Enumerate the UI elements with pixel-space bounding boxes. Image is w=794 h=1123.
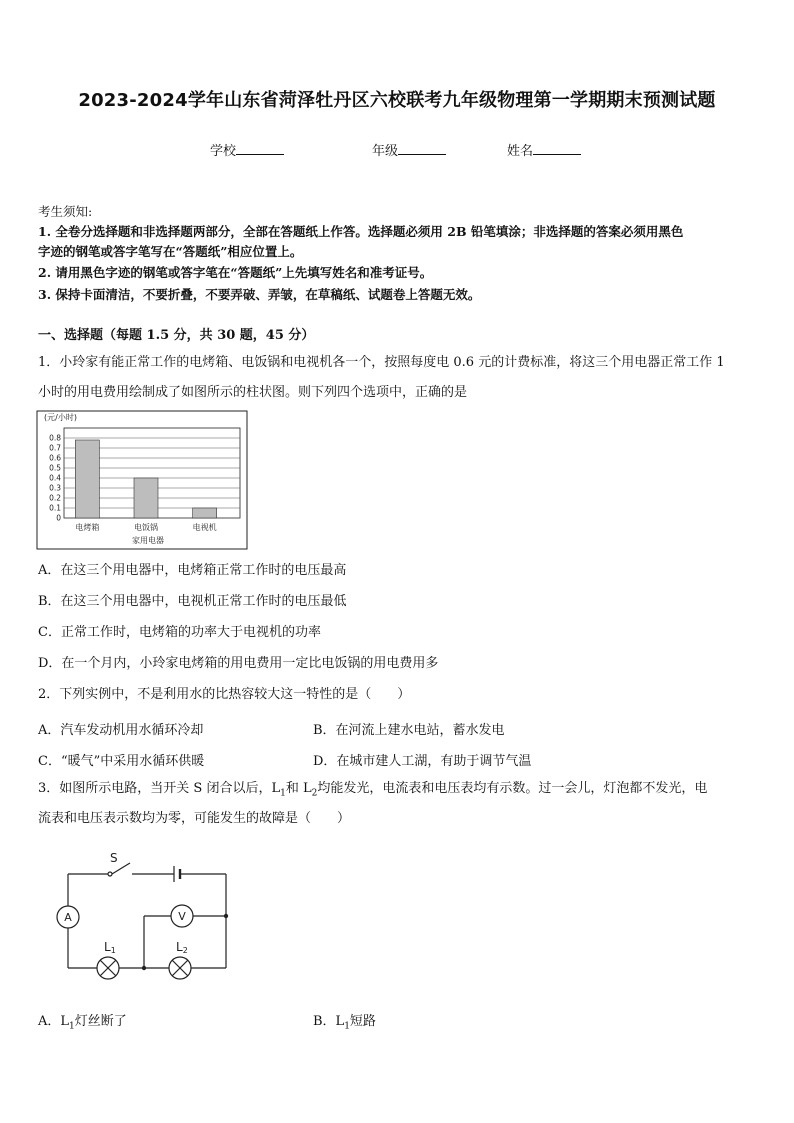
notice-item: 3. 保持卡面清洁，不要折叠，不要弄破、弄皱，在草稿纸、试题卷上答题无效。 bbox=[38, 287, 481, 302]
bar-1 bbox=[134, 478, 158, 518]
switch-label: S bbox=[110, 851, 118, 865]
category-label: 电视机 bbox=[192, 523, 217, 532]
notice-item: 2. 请用黑色字迹的钢笔或答字笔在“答题纸”上先填写姓名和准考证号。 bbox=[38, 265, 433, 280]
y-tick-label: 0 bbox=[56, 513, 61, 523]
name-field bbox=[507, 140, 581, 159]
q2-option-a[interactable]: A．汽车发动机用水循环冷却 bbox=[38, 723, 204, 738]
bar-0 bbox=[75, 440, 99, 518]
school-blank[interactable] bbox=[236, 143, 284, 155]
notice-item: 字迹的钢笔或答字笔写在“答题纸”相应位置上。 bbox=[38, 244, 303, 259]
y-tick-label: 0.7 bbox=[49, 443, 61, 453]
y-tick-label: 0.3 bbox=[49, 483, 61, 493]
y-tick-label: 0.4 bbox=[49, 473, 61, 483]
y-axis-label: (元/小时) bbox=[44, 413, 77, 422]
y-tick-label: 0.5 bbox=[49, 463, 61, 473]
y-tick-label: 0.6 bbox=[49, 453, 61, 463]
q2-option-b[interactable]: B．在河流上建水电站，蓄水发电 bbox=[313, 723, 505, 738]
grade-blank[interactable] bbox=[398, 143, 446, 155]
q1-option-a[interactable]: A．在这三个用电器中，电烤箱正常工作时的电压最高 bbox=[38, 563, 347, 578]
q3-option-b[interactable]: B．$L_1$短路 bbox=[313, 1014, 376, 1032]
name-blank[interactable] bbox=[533, 143, 581, 155]
y-tick-label: 0.1 bbox=[49, 503, 61, 513]
junction-dot bbox=[224, 914, 228, 918]
q3-stem-line1: 3．如图所示电路，当开关 S 闭合以后，$L_1$和 $L_2$均能发光，电流表和电压表均有示数。过一会儿，灯泡都不发光，电 bbox=[38, 781, 708, 799]
page-title: 2023-2024学年山东省菏泽牡丹区六校联考九年级物理第一学期期末预测试题 bbox=[78, 90, 716, 111]
junction-dot bbox=[142, 966, 146, 970]
grade-field bbox=[372, 140, 446, 159]
notice-item: 1. 全卷分选择题和非选择题两部分，全部在答题纸上作答。选择题必须用 2B 铅笔填涂；非选择题的答案必须用黑色 bbox=[38, 224, 684, 239]
bar-2 bbox=[193, 508, 217, 518]
lamp1-label: L1 bbox=[104, 940, 116, 955]
y-tick-label: 0.2 bbox=[49, 493, 61, 503]
q2-stem: 2．下列实例中，不是利用水的比热容较大这一特性的是（ ） bbox=[38, 687, 411, 702]
school-label: 学校 bbox=[210, 144, 237, 159]
q1-option-c[interactable]: C．正常工作时，电烤箱的功率大于电视机的功率 bbox=[38, 625, 321, 640]
circuit-diagram bbox=[50, 848, 240, 988]
category-label: 电烤箱 bbox=[75, 523, 100, 532]
category-label: 电饭锅 bbox=[134, 523, 158, 532]
q3-stem-line2: 流表和电压表示数均为零，可能发生的故障是（ ） bbox=[38, 811, 351, 826]
q1-option-b[interactable]: B．在这三个用电器中，电视机正常工作时的电压最低 bbox=[38, 594, 347, 609]
q2-option-c[interactable]: C．“暖气”中采用水循环供暖 bbox=[38, 754, 205, 769]
notice-heading: 考生须知: bbox=[38, 204, 93, 219]
section-heading: 一、选择题（每题 1.5 分，共 30 题，45 分） bbox=[38, 328, 315, 343]
q3-option-a[interactable]: A．$L_1$灯丝断了 bbox=[38, 1014, 127, 1032]
x-axis-label: 家用电器 bbox=[132, 536, 164, 545]
name-label: 姓名 bbox=[507, 144, 534, 159]
q1-stem-line2: 小时的用电费用绘制成了如图所示的柱状图。则下列四个选项中，正确的是 bbox=[38, 385, 468, 400]
q1-option-d[interactable]: D．在一个月内，小玲家电烤箱的用电费用一定比电饭锅的用电费用多 bbox=[38, 656, 439, 671]
ammeter-label: A bbox=[64, 911, 72, 924]
y-tick-label: 0.8 bbox=[49, 433, 61, 443]
lamp2-label: L2 bbox=[176, 940, 188, 955]
q2-option-d[interactable]: D．在城市建人工湖，有助于调节气温 bbox=[313, 754, 532, 769]
bar-chart bbox=[36, 410, 248, 550]
q1-stem-line1: 1．小玲家有能正常工作的电烤箱、电饭锅和电视机各一个，按照每度电 0.6 元的计费标准，将这三个用电器正常工作 1 bbox=[38, 355, 725, 370]
school-field bbox=[210, 140, 284, 159]
grade-label: 年级 bbox=[372, 144, 399, 159]
voltmeter-label: V bbox=[178, 910, 186, 923]
switch-contact-icon bbox=[108, 872, 112, 876]
